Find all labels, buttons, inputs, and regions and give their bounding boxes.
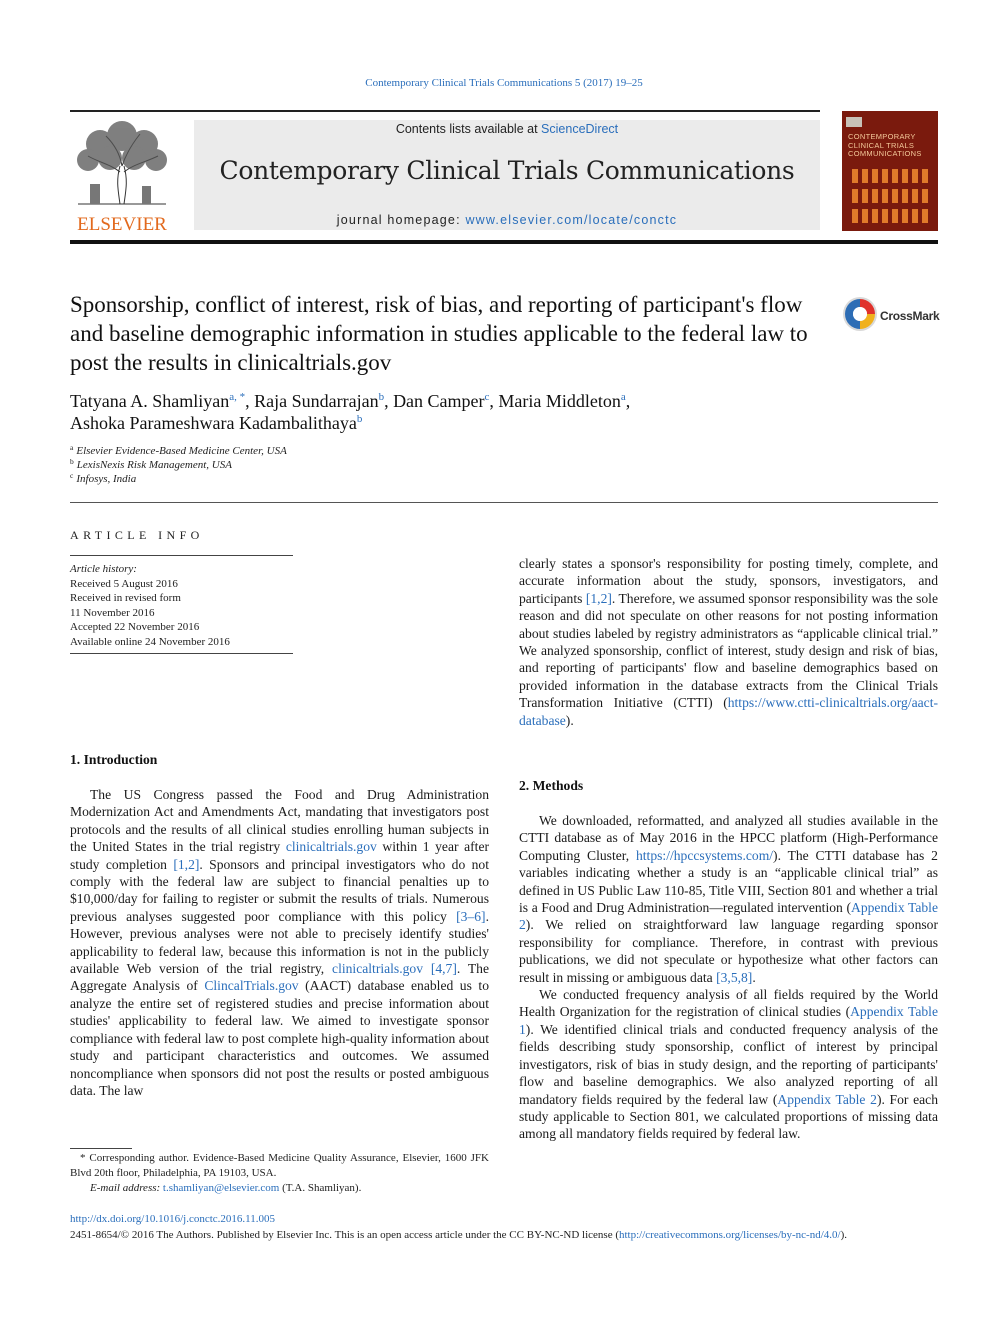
author-name: Tatyana A. Shamliyan xyxy=(70,391,230,411)
methods-heading: 2. Methods xyxy=(519,778,584,793)
clinicaltrials-citation-link[interactable]: clinicaltrials.gov [4,7] xyxy=(332,961,457,977)
author-name: Ashoka Parameshwara Kadambalithaya xyxy=(70,413,357,433)
history-item: Accepted 22 November 2016 xyxy=(70,621,200,633)
affiliation-label: a xyxy=(70,443,74,452)
author-separator: , xyxy=(384,391,394,411)
author-affiliation-ref[interactable]: b xyxy=(356,413,363,425)
affiliation-list xyxy=(70,444,570,486)
journal-masthead xyxy=(194,120,820,230)
ctti-database-link[interactable]: https://www.ctti-clinicaltrials.org/aact-database xyxy=(519,695,938,728)
cover-title: CONTEMPORARY CLINICAL TRIALS COMMUNICATIONS xyxy=(848,132,922,158)
article-info-rule xyxy=(70,653,293,654)
affiliation-text: Elsevier Evidence-Based Medicine Center, USA xyxy=(76,445,287,457)
crossmark-label: CrossMark xyxy=(880,309,940,323)
text-run: within 1 year after study completion xyxy=(70,839,490,872)
license-text: 2451-8654/© 2016 The Authors. Published by Elsevier Inc. This is an open access article under the CC BY-NC-ND license ( xyxy=(70,1229,619,1241)
citation-link[interactable]: [1,2] xyxy=(173,856,200,872)
affiliation-text: Infosys, India xyxy=(76,473,137,485)
article-info-heading: ARTICLE INFO xyxy=(70,528,204,542)
citation-link[interactable]: [3–6] xyxy=(456,908,486,924)
page-footer xyxy=(70,1211,950,1243)
text-run: . Sponsors and principal investigators who do not comply with the federal law are subject to financial penalties up to $10,000/day for failing to register or submit the results of trials. Numerous previous analyses suggested poor compliance with this policy xyxy=(70,856,489,924)
author-separator: , xyxy=(489,391,499,411)
hpcc-link[interactable]: https://hpccsystems.com/ xyxy=(635,847,774,863)
history-item: Received 5 August 2016 xyxy=(70,577,178,590)
author-affiliation-ref[interactable]: b xyxy=(378,391,385,403)
text-run: clearly states a sponsor's responsibility for posting timely, complete, and accurate information about the study, sponsors, investigators, and participants xyxy=(519,556,938,606)
appendix-table-link[interactable]: Appendix Table 2 xyxy=(519,900,938,933)
text-run: (AACT) database enabled us to analyze the entire set of registered studies and precise information about studies' applicability to federal law. We aimed to investigate sponsor compliance with federal law to post complete high-quality information about study and participant characteristics and outcomes. We assumed noncompliance when sponsors did not post the results or posted ambiguous data. The law xyxy=(70,978,489,1098)
text-run: ). For each study applicable to Section 801, we calculated proportions of missing data among all mandatory fields required by federal law. xyxy=(519,1091,938,1142)
email-label: E-mail address: xyxy=(90,1182,161,1194)
text-run: ). We identified clinical trials and conducted frequency analysis of the fields describing study sponsorship, conflict of interest by principal investigators, risk of bias in study design, and the reporting of participants' flow and baseline demographics. We also analyzed reporting of all mandatory fields required by the federal law ( xyxy=(519,1021,938,1107)
affiliation-label: b xyxy=(70,457,74,466)
text-run: We conducted frequency analysis of all fields required by the World Health Organization for the registration of clinical studies ( xyxy=(519,987,938,1020)
article-title: Sponsorship, conflict of interest, risk of bias, and reporting of participant's flow and baseline demographic information in studies applicable to the federal law to post the results in clinicaltrials.gov xyxy=(70,292,808,375)
methods-body xyxy=(519,812,938,1143)
author-affiliation-ref[interactable]: c xyxy=(484,391,490,403)
history-item: Received in revised form xyxy=(70,592,181,604)
affiliation-label: c xyxy=(70,471,74,480)
doi-link[interactable]: http://dx.doi.org/10.1016/j.conctc.2016.11.005 xyxy=(70,1213,276,1225)
affiliation-item xyxy=(70,444,570,458)
author-separator: , xyxy=(245,391,255,411)
journal-name: Contemporary Clinical Trials Communications xyxy=(219,156,795,185)
corresponding-author-text: * Corresponding author. Evidence-Based Medicine Quality Assurance, Elsevier, 1600 JFK Blvd 20th floor, Philadelphia, PA 19103, USA. xyxy=(70,1152,489,1179)
text-run: ). We relied on straightforward law language regarding sponsor responsibility for compliance. Therefore, in contrast with previous publications, we did not speculate or hypothesize what other factors can result in missing or ambiguous data xyxy=(519,917,938,985)
methods-paragraph xyxy=(519,986,938,1143)
email-link[interactable]: t.shamliyan@elsevier.com xyxy=(162,1182,280,1194)
article-info-rule xyxy=(70,555,293,556)
sciencedirect-link[interactable]: ScienceDirect xyxy=(541,122,619,136)
text-run: ). The CTTI database has 2 variables indicating whether a study is an “applicable clinical trial” as defined in US Public Law 110-85, Title VIII, Section 801 and whether a trial is a Food and Drug Administration—regulated intervention ( xyxy=(519,847,938,916)
author-list xyxy=(70,390,830,434)
affiliation-item xyxy=(70,472,570,486)
text-run: We downloaded, reformatted, and analyzed all studies available in the CTTI database as of May 2016 in the HPCC platform (High-Performance Computing Cluster, xyxy=(519,813,938,863)
cover-art-icon xyxy=(842,111,938,231)
history-item: 11 November 2016 xyxy=(70,606,155,619)
homepage-prefix: journal homepage: xyxy=(336,213,461,227)
affiliation-text: LexisNexis Risk Management, USA xyxy=(76,459,232,471)
crossmark-badge[interactable] xyxy=(842,296,942,336)
elsevier-wordmark: ELSEVIER xyxy=(77,214,167,232)
methods-paragraph xyxy=(519,812,938,986)
history-label: Article history: xyxy=(70,563,137,575)
clinicaltrials-link[interactable]: ClincalTrials.gov xyxy=(204,978,299,994)
article-history xyxy=(70,562,300,649)
contents-prefix: Contents lists available at xyxy=(395,122,538,136)
author-name: Dan Camper xyxy=(393,391,485,411)
author-affiliation-ref[interactable]: a, * xyxy=(229,391,246,403)
intro-heading: 1. Introduction xyxy=(70,752,158,767)
citation-link[interactable]: [1,2] xyxy=(585,590,612,606)
homepage-line xyxy=(194,213,820,227)
citation-link[interactable]: [3,5,8] xyxy=(716,969,753,985)
homepage-link[interactable]: www.elsevier.com/locate/conctc xyxy=(465,213,678,227)
header-rule-thick xyxy=(70,240,938,244)
elsevier-logo[interactable] xyxy=(70,120,174,232)
journal-citation[interactable]: Contemporary Clinical Trials Communications 5 (2017) 19–25 xyxy=(365,77,643,89)
affiliation-item xyxy=(70,458,570,472)
license-link[interactable]: http://creativecommons.org/licenses/by-nc-nd/4.0/ xyxy=(619,1229,841,1241)
appendix-table-link[interactable]: Appendix Table 1 xyxy=(519,1004,938,1037)
footnote-rule xyxy=(70,1148,132,1149)
license-line xyxy=(70,1227,950,1243)
header-rule xyxy=(70,110,820,112)
crossmark-icon xyxy=(842,296,878,332)
section-divider xyxy=(70,502,938,503)
intro-continuation-paragraph xyxy=(519,555,938,729)
appendix-table-link[interactable]: Appendix Table 2 xyxy=(777,1091,877,1107)
history-item: Available online 24 November 2016 xyxy=(70,635,230,648)
text-run: . The Aggregate Analysis of xyxy=(70,961,490,994)
text-run: . However, previous analyses were not able to precisely identify studies' applicability to federal law, because this information is not in the publicly available Web version of the trial registry, xyxy=(70,908,489,977)
contents-line xyxy=(194,122,820,136)
journal-cover-thumbnail[interactable] xyxy=(842,111,938,231)
elsevier-tree-icon xyxy=(70,120,174,232)
text-run: ). xyxy=(565,712,574,728)
clinicaltrials-link[interactable]: clinicaltrials.gov xyxy=(285,839,377,855)
text-run: . xyxy=(752,969,756,985)
author-name: Maria Middleton xyxy=(498,391,621,411)
author-separator: , xyxy=(625,391,631,411)
text-run: . Therefore, we assumed sponsor responsibility was the sole reason and did not speculate on other reasons for not posting information about studies labeled by registry administrators as “applicable clinical trial.” We analyzed sponsorship, conflict of interest, study design and risk of bias, and reporting of participants' flow and baseline demographics based on provided information in the database extracts from the Clinical Trials Transformation Initiative (CTTI) ( xyxy=(519,590,938,711)
email-suffix: (T.A. Shamliyan). xyxy=(279,1182,362,1194)
text-run: The US Congress passed the Food and Drug Administration Modernization Act and Amendments Act, mandating that investigators post protocols and the results of all clinical studies enrolling human subjects in the United States in the trial registry xyxy=(70,787,489,855)
author-affiliation-ref[interactable]: a xyxy=(620,391,626,403)
email-line xyxy=(70,1181,489,1196)
license-text: ). xyxy=(840,1229,848,1241)
corresponding-author-footnote xyxy=(70,1151,489,1196)
intro-paragraph xyxy=(70,786,489,1099)
author-name: Raja Sundarrajan xyxy=(254,391,379,411)
